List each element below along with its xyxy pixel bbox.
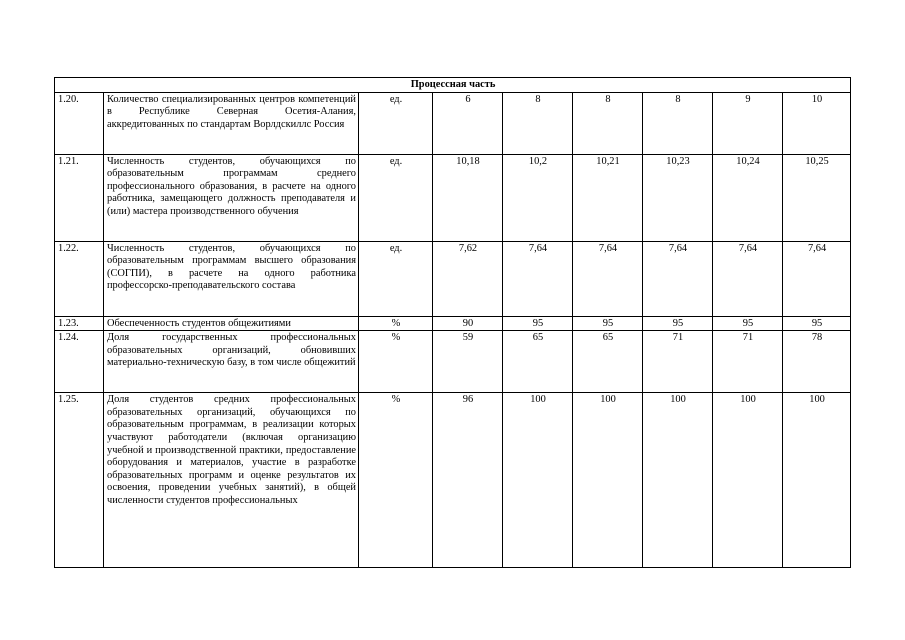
- row-number: 1.21.: [55, 154, 104, 241]
- indicators-table: [54, 77, 851, 568]
- unit-cell: %: [359, 331, 433, 393]
- value-cell: 95: [573, 316, 643, 331]
- value-cell: 71: [643, 331, 713, 393]
- row-number: 1.22.: [55, 241, 104, 316]
- value-cell: 6: [433, 92, 503, 154]
- table-row: [55, 331, 851, 393]
- value-cell: 8: [643, 92, 713, 154]
- value-cell: 95: [643, 316, 713, 331]
- value-cell: 100: [783, 393, 851, 568]
- value-cell: 7,64: [713, 241, 783, 316]
- row-number: 1.20.: [55, 92, 104, 154]
- table-row: [55, 92, 851, 154]
- value-cell: 65: [573, 331, 643, 393]
- value-cell: 65: [503, 331, 573, 393]
- unit-cell: %: [359, 316, 433, 331]
- indicator-name: Доля студентов средних профессиональных образовательных организаций, обучающихся по образовательным программам, в реализации которых участвуют работодатели (включая организацию учебной и производственной практики, предоставление оборудования и материалов, участие в разработке образовательных программ и оценке результатов их освоения, проведении учебных занятий), в общей численности студентов профессиональных: [104, 393, 359, 568]
- value-cell: 95: [783, 316, 851, 331]
- value-cell: 100: [643, 393, 713, 568]
- indicator-name: Численность студентов, обучающихся по образовательным программам среднего профессионального образования, в расчете на одного работника, замещающего должность преподавателя и (или) мастера производственного обучения: [104, 154, 359, 241]
- value-cell: 78: [783, 331, 851, 393]
- indicator-name: Численность студентов, обучающихся по образовательным программам высшего образования (СОГПИ), в расчете на одного работника профессорско-преподавательского состава: [104, 241, 359, 316]
- value-cell: 10,18: [433, 154, 503, 241]
- unit-cell: ед.: [359, 92, 433, 154]
- value-cell: 7,64: [573, 241, 643, 316]
- value-cell: 7,62: [433, 241, 503, 316]
- table-row: [55, 241, 851, 316]
- table-row: [55, 393, 851, 568]
- value-cell: 7,64: [783, 241, 851, 316]
- row-number: 1.25.: [55, 393, 104, 568]
- indicator-name: Количество специализированных центров компетенций в Республике Северная Осетия-Алания, аккредитованных по стандартам Ворлдскиллс Россия: [104, 92, 359, 154]
- indicator-name: Доля государственных профессиональных образовательных организаций, обновивших материально-техническую базу, в том числе общежитий: [104, 331, 359, 393]
- value-cell: 8: [503, 92, 573, 154]
- section-header-row: [55, 78, 851, 93]
- unit-cell: %: [359, 393, 433, 568]
- value-cell: 100: [503, 393, 573, 568]
- value-cell: 10,25: [783, 154, 851, 241]
- value-cell: 95: [713, 316, 783, 331]
- row-number: 1.23.: [55, 316, 104, 331]
- section-title: Процессная часть: [55, 78, 851, 93]
- value-cell: 100: [573, 393, 643, 568]
- value-cell: 9: [713, 92, 783, 154]
- unit-cell: ед.: [359, 154, 433, 241]
- value-cell: 90: [433, 316, 503, 331]
- value-cell: 10,21: [573, 154, 643, 241]
- value-cell: 10,23: [643, 154, 713, 241]
- value-cell: 10,2: [503, 154, 573, 241]
- value-cell: 96: [433, 393, 503, 568]
- value-cell: 100: [713, 393, 783, 568]
- value-cell: 95: [503, 316, 573, 331]
- unit-cell: ед.: [359, 241, 433, 316]
- value-cell: 59: [433, 331, 503, 393]
- table-row: [55, 316, 851, 331]
- value-cell: 71: [713, 331, 783, 393]
- table-row: [55, 154, 851, 241]
- value-cell: 8: [573, 92, 643, 154]
- value-cell: 10,24: [713, 154, 783, 241]
- value-cell: 7,64: [503, 241, 573, 316]
- row-number: 1.24.: [55, 331, 104, 393]
- value-cell: 10: [783, 92, 851, 154]
- value-cell: 7,64: [643, 241, 713, 316]
- indicator-name: Обеспеченность студентов общежитиями: [104, 316, 359, 331]
